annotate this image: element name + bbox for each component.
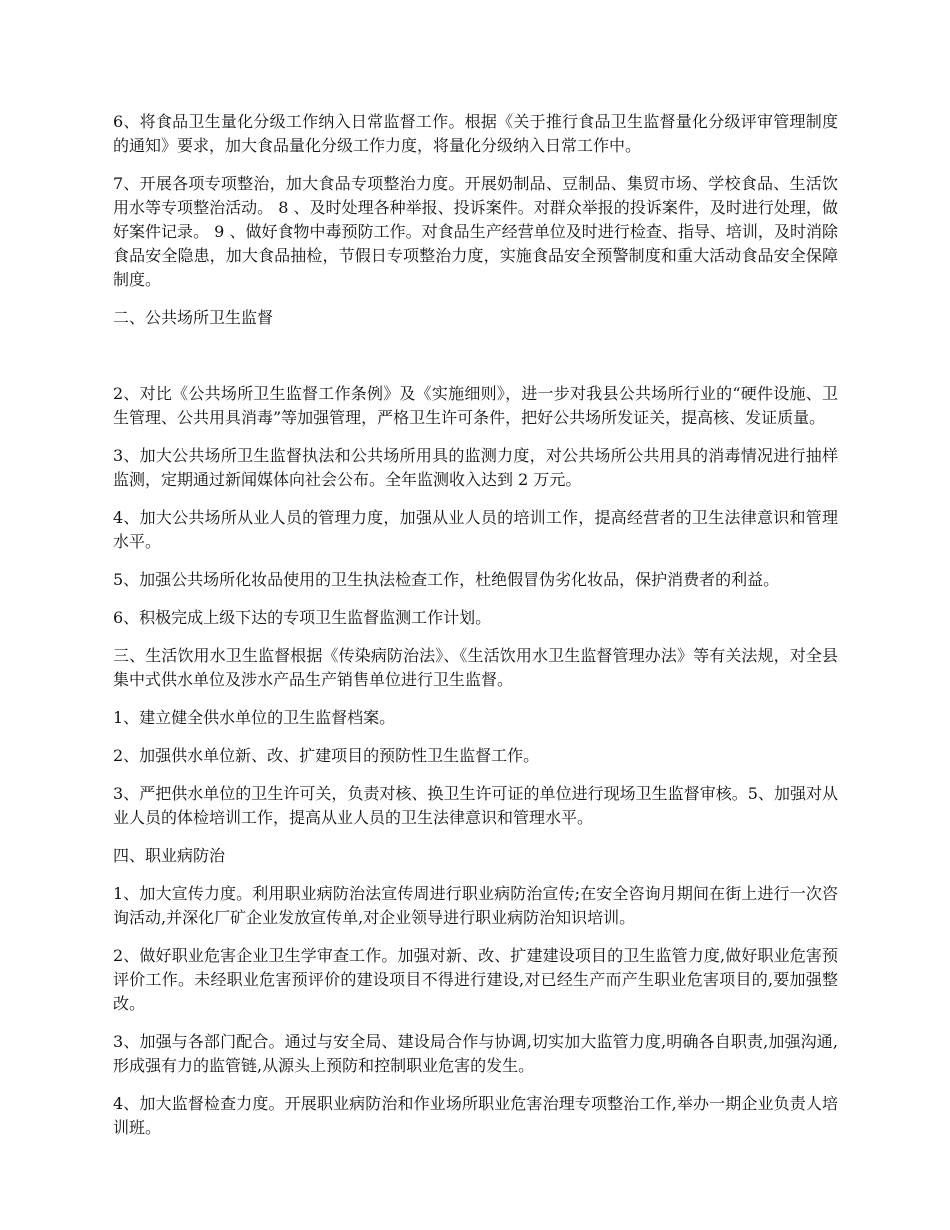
section-heading-occupational-disease: 四、职业病防治 [113,846,226,865]
paragraph-special-plan: 6、积极完成上级下达的专项卫生监督监测工作计划。 [113,608,492,627]
paragraph-water-projects: 2、加强供水单位新、改、扩建项目的预防性卫生监督工作。 [113,746,540,765]
blank-gap [113,344,838,382]
document-page [113,110,838,1154]
paragraph-inspection: 4、加大监督检查力度。开展职业病防治和作业场所职业危害治理专项整治工作,举办一期企业负责人培训班。 [113,1094,838,1137]
paragraph-public-places-staff: 4、加大公共场所从业人员的管理力度，加强从业人员的培训工作，提高经营者的卫生法律意识和管理水平。 [113,508,838,551]
paragraph-water-archives: 1、建立健全供水单位的卫生监督档案。 [113,708,396,727]
paragraph-public-places-regulations: 2、对比《公共场所卫生监督工作条例》及《实施细则》，进一步对我县公共场所行业的“硬件设施、卫生管理、公共用具消毒”等加强管理，严格卫生许可条件，把好公共场所发证关，提高核、发证质量。 [113,384,838,427]
paragraph-water-license: 3、严把供水单位的卫生许可关，负责对核、换卫生许可证的单位进行现场卫生监督审核。5、加强对从业人员的体检培训工作，提高从业人员的卫生法律意识和管理水平。 [113,784,838,827]
paragraph-hazard-review: 2、做好职业危害企业卫生学审查工作。加强对新、改、扩建建设项目的卫生监管力度,做好职业危害预评价工作。未经职业危害预评价的建设项目不得进行建设,对已经生产而产生职业危害项目的,要加强整改。 [113,946,838,1013]
paragraph-food-special-rectification: 7、开展各项专项整治，加大食品专项整治力度。开展奶制品、豆制品、集贸市场、学校食品、生活饮用水等专项整治活动。 8 、及时处理各种举报、投诉案件。对群众举报的投诉案件，及时进行处理，做好案件记录。 9 、做好食物中毒预防工作。对食品生产经营单位及时进行检查、指导、培训，及时消除食品安全隐患，加大食品抽检，节假日专项整治力度，实施食品安全预警制度和重大活动食品安全保障制度。 [113,174,838,289]
paragraph-publicity: 1、加大宣传力度。利用职业病防治法宣传周进行职业病防治宣传;在安全咨询月期间在街上进行一次咨询活动,并深化厂矿企业发放宣传单,对企业领导进行职业病防治知识培训。 [113,884,838,927]
section-heading-drinking-water: 三、生活饮用水卫生监督根据《传染病防治法》、《生活饮用水卫生监督管理办法》等有关法规，对全县集中式供水单位及涉水产品生产销售单位进行卫生监督。 [113,646,838,689]
paragraph-food-grading: 6、将食品卫生量化分级工作纳入日常监督工作。根据《关于推行食品卫生监督量化分级评审管理制度的通知》要求，加大食品量化分级工作力度，将量化分级纳入日常工作中。 [113,112,838,155]
paragraph-public-places-monitoring: 3、加大公共场所卫生监督执法和公共场所用具的监测力度，对公共场所公共用具的消毒情况进行抽样监测，定期通过新闻媒体向社会公布。全年监测收入达到 2 万元。 [113,446,838,489]
paragraph-department-cooperation: 3、加强与各部门配合。通过与安全局、建设局合作与协调,切实加大监管力度,明确各自职责,加强沟通,形成强有力的监管链,从源头上预防和控制职业危害的发生。 [113,1032,838,1075]
paragraph-cosmetics: 5、加强公共场所化妆品使用的卫生执法检查工作，杜绝假冒伪劣化妆品，保护消费者的利益。 [113,570,780,589]
section-heading-public-places: 二、公共场所卫生监督 [113,308,274,327]
